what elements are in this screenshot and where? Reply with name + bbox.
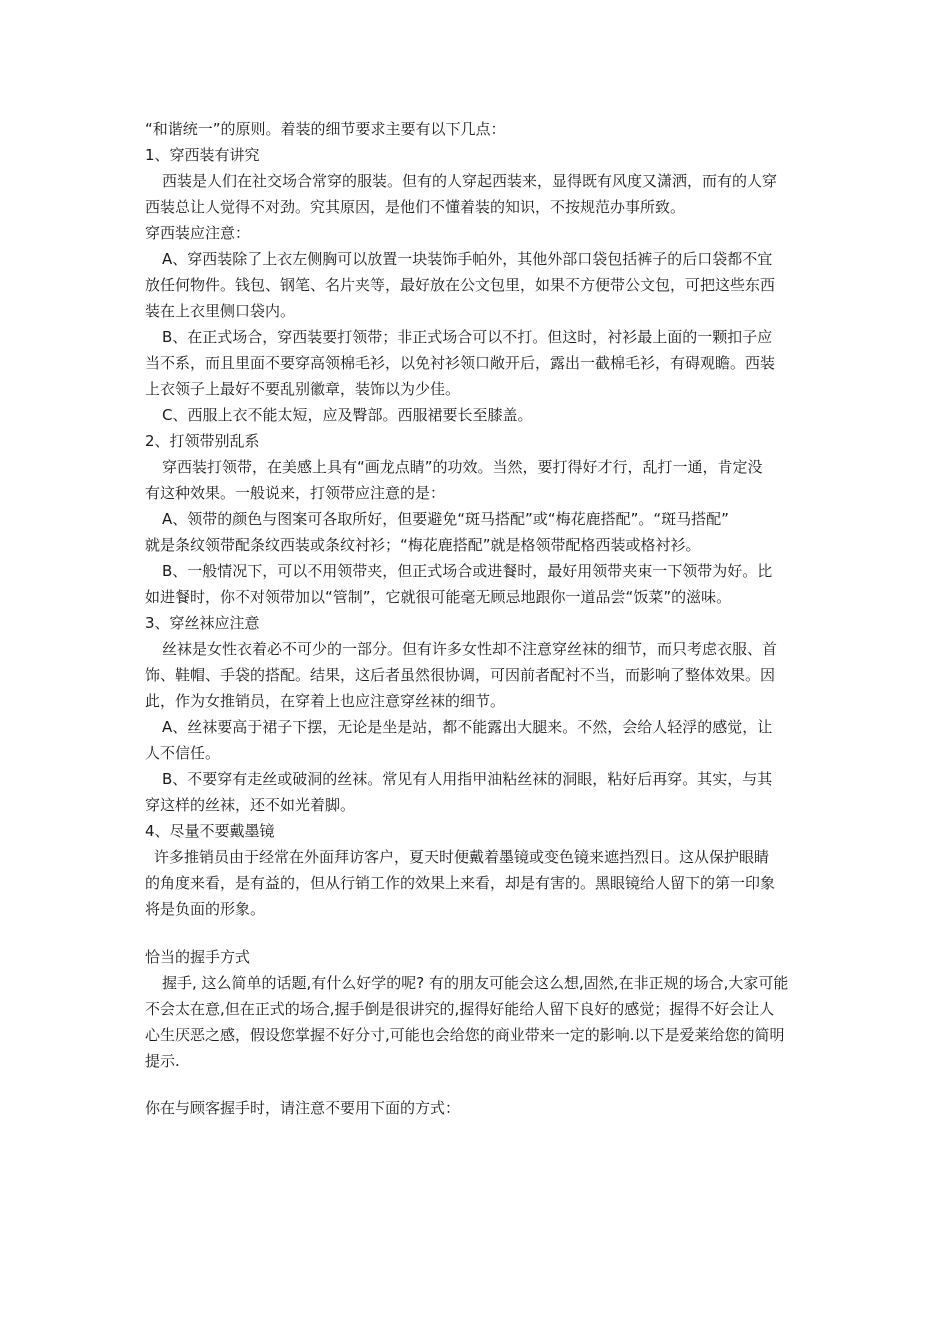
text-line: 此，作为女推销员，在穿着上也应注意穿丝袜的细节。 bbox=[145, 692, 506, 710]
text-line: 西装是人们在社交场合常穿的服装。但有的人穿起西装来，显得既有风度又潇洒，而有的人穿 bbox=[162, 172, 778, 190]
text-line: 不会太在意,但在正式的场合,握手倒是很讲究的,握得好能给人留下良好的感觉；握得不好会让人 bbox=[145, 1000, 775, 1018]
text-line: 心生厌恶之感，假设您掌握不好分寸,可能也会给您的商业带来一定的影响.以下是爱莱给您的简明 bbox=[145, 1026, 785, 1044]
text-line: A、穿西装除了上衣左侧胸可以放置一块装饰手帕外，其他外部口袋包括裤子的后口袋都不宜 bbox=[162, 250, 773, 268]
text-line: B、一般情况下，可以不用领带夹，但正式场合或进餐时，最好用领带夹束一下领带为好。比 bbox=[162, 562, 773, 580]
text-line: B、在正式场合，穿西装要打领带；非正式场合可以不打。但这时，衬衫最上面的一颗扣子应 bbox=[162, 328, 773, 346]
text-line: 西装总让人觉得不对劲。究其原因，是他们不懂着装的知识，不按规范办事所致。 bbox=[145, 198, 686, 216]
text-line: 你在与顾客握手时，请注意不要用下面的方式： bbox=[145, 1099, 461, 1117]
text-line: 的角度来看，是有益的，但从行销工作的效果上来看，却是有害的。黑眼镜给人留下的第一印象 bbox=[145, 874, 776, 892]
section-heading: 2、打领带别乱系 bbox=[145, 432, 260, 450]
text-line: 有这种效果。一般说来，打领带应注意的是： bbox=[145, 484, 446, 502]
text-line: 人不信任。 bbox=[145, 744, 221, 762]
section-heading: 4、尽量不要戴墨镜 bbox=[145, 822, 275, 840]
text-line: 就是条纹领带配条纹西装或条纹衬衫；“梅花鹿搭配”就是格领带配格西装或格衬衫。 bbox=[145, 536, 701, 554]
text-line: 丝袜是女性衣着必不可少的一部分。但有许多女性却不注意穿丝袜的细节，而只考虑衣服、首 bbox=[162, 640, 778, 658]
paragraph-gap bbox=[145, 922, 855, 944]
text-line: 将是负面的形象。 bbox=[145, 900, 266, 918]
text-line: 上衣领子上最好不要乱别徽章，装饰以为少佳。 bbox=[145, 380, 461, 398]
paragraph-gap bbox=[145, 1074, 855, 1095]
section-heading: 3、穿丝袜应注意 bbox=[145, 614, 260, 632]
text-line: A、丝袜要高于裙子下摆，无论是坐是站，都不能露出大腿来。不然，会给人轻浮的感觉，让 bbox=[162, 718, 773, 736]
text-line: 许多推销员由于经常在外面拜访客户，夏天时便戴着墨镜或变色镜来遮挡烈日。这从保护眼睛 bbox=[154, 848, 770, 866]
text-line: A、领带的颜色与图案可各取所好，但要避免“斑马搭配”或“梅花鹿搭配”。“斑马搭配” bbox=[162, 510, 729, 528]
text-line: 如进餐时，你不对领带加以“管制”，它就很可能毫无顾忌地跟你一道品尝“饭菜”的滋味。 bbox=[145, 588, 732, 606]
text-line: 握手, 这么简单的话题,有什么好学的呢? 有的朋友可能会这么想,固然,在非正规的场合,大家可能 bbox=[162, 974, 789, 992]
section-heading: 1、穿西装有讲究 bbox=[145, 146, 260, 164]
text-line: 放任何物件。钱包、钢笔、名片夹等，最好放在公文包里，如果不方便带公文包，可把这些东西 bbox=[145, 276, 776, 294]
text-line: 装在上衣里侧口袋内。 bbox=[145, 302, 296, 320]
section-heading: 恰当的握手方式 bbox=[145, 948, 251, 966]
text-line: B、不要穿有走丝或破洞的丝袜。常见有人用指甲油粘丝袜的洞眼，粘好后再穿。其实，与其 bbox=[162, 770, 773, 788]
text-line: 提示. bbox=[145, 1052, 180, 1070]
text-line: “和谐统一”的原则。着装的细节要求主要有以下几点： bbox=[145, 120, 506, 138]
text-line: C、西服上衣不能太短，应及臀部。西服裙要长至膝盖。 bbox=[162, 406, 533, 424]
text-line: 饰、鞋帽、手袋的搭配。结果，这后者虽然很协调，可因前者配衬不当，而影响了整体效果。因 bbox=[145, 666, 776, 684]
text-line: 穿西装打领带，在美感上具有“画龙点睛”的功效。当然，要打得好才行，乱打一通，肯定没 bbox=[162, 458, 763, 476]
text-line: 当不系，而且里面不要穿高领棉毛衫，以免衬衫领口敞开后，露出一截棉毛衫，有碍观瞻。西装 bbox=[145, 354, 776, 372]
text-line: 穿西装应注意： bbox=[145, 224, 251, 242]
document-body bbox=[145, 116, 855, 1121]
text-line: 穿这样的丝袜，还不如光着脚。 bbox=[145, 796, 356, 814]
